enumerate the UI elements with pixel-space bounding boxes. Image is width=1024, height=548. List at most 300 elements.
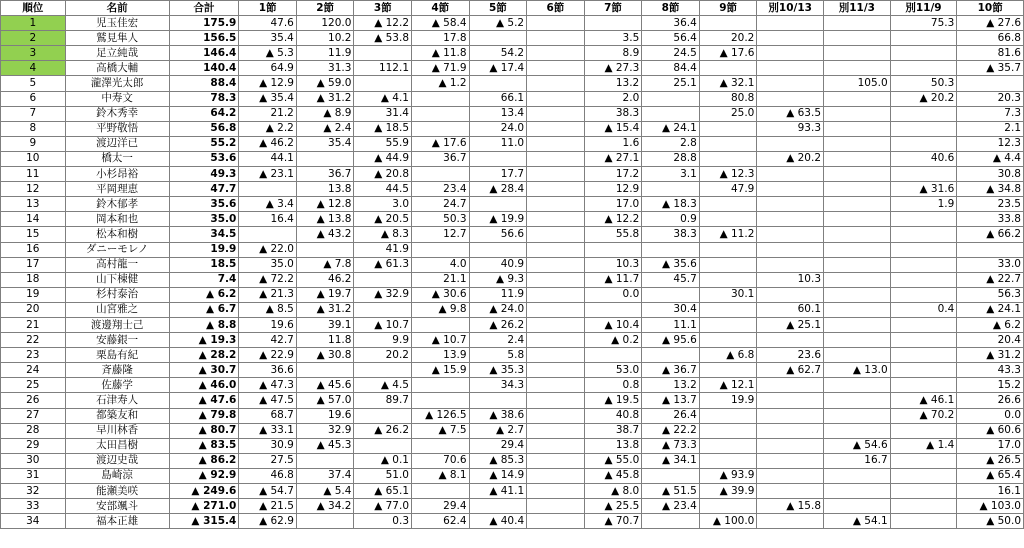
rank-cell: 13 <box>1 197 66 212</box>
round-score-cell: 66.8 <box>957 31 1024 46</box>
round-score-cell <box>824 31 891 46</box>
round-score-cell: 16.4 <box>239 212 297 227</box>
rank-cell: 7 <box>1 106 66 121</box>
round-score-cell: ▲ 28.4 <box>469 182 527 197</box>
round-score-cell <box>699 242 757 257</box>
table-row <box>1 484 1024 499</box>
round-score-cell <box>890 484 957 499</box>
round-score-cell: 13.9 <box>412 348 470 363</box>
round-score-cell: ▲ 46.2 <box>239 136 297 151</box>
table-row <box>1 121 1024 136</box>
round-score-cell: 13.2 <box>642 378 700 393</box>
round-score-cell: 3.1 <box>642 167 700 182</box>
round-score-cell <box>527 106 585 121</box>
round-score-cell <box>824 333 891 348</box>
round-score-cell: ▲ 15.9 <box>412 363 470 378</box>
player-name-cell: 栗島有紀 <box>65 348 169 363</box>
round-score-cell: 75.3 <box>890 16 957 31</box>
total-score-cell: 56.8 <box>169 121 239 136</box>
round-score-cell: 35.4 <box>296 136 354 151</box>
total-score-cell: 64.2 <box>169 106 239 121</box>
round-score-cell: 38.7 <box>584 423 642 438</box>
round-score-cell: 29.4 <box>469 438 527 453</box>
round-score-cell: 33.8 <box>957 212 1024 227</box>
round-score-cell: 0.9 <box>642 212 700 227</box>
player-name-cell: 斉藤隆 <box>65 363 169 378</box>
round-score-cell: 0.4 <box>890 302 957 317</box>
round-score-cell: 28.8 <box>642 151 700 166</box>
round-score-cell <box>957 242 1024 257</box>
round-score-cell: 40.8 <box>584 408 642 423</box>
round-score-cell <box>824 197 891 212</box>
round-score-cell: 12.9 <box>584 182 642 197</box>
table-row <box>1 16 1024 31</box>
table-row <box>1 257 1024 272</box>
table-row <box>1 136 1024 151</box>
round-score-cell <box>527 151 585 166</box>
rank-cell: 4 <box>1 61 66 76</box>
round-score-cell <box>757 197 824 212</box>
round-score-cell: ▲ 21.5 <box>239 499 297 514</box>
round-score-cell <box>239 227 297 242</box>
round-score-cell: 1.6 <box>584 136 642 151</box>
table-row <box>1 348 1024 363</box>
table-row <box>1 242 1024 257</box>
round-score-cell <box>890 287 957 302</box>
round-score-cell <box>699 453 757 468</box>
round-score-cell: 17.0 <box>957 438 1024 453</box>
round-score-cell: ▲ 4.5 <box>354 378 412 393</box>
round-score-cell: 26.4 <box>642 408 700 423</box>
player-name-cell: 安部颯斗 <box>65 499 169 514</box>
round-score-cell: 62.4 <box>412 514 470 529</box>
round-score-cell: 11.0 <box>469 136 527 151</box>
round-score-cell: ▲ 70.2 <box>890 408 957 423</box>
total-score-cell: ▲ 80.7 <box>169 423 239 438</box>
round-score-cell <box>890 468 957 483</box>
table-row <box>1 106 1024 121</box>
round-score-cell: ▲ 17.6 <box>412 136 470 151</box>
table-row <box>1 91 1024 106</box>
round-score-cell: 11.9 <box>469 287 527 302</box>
round-score-cell <box>584 16 642 31</box>
round-score-cell <box>527 242 585 257</box>
round-score-cell <box>824 212 891 227</box>
round-score-cell: ▲ 12.1 <box>699 378 757 393</box>
player-name-cell: 瀧澤光太郎 <box>65 76 169 91</box>
table-row <box>1 363 1024 378</box>
round-score-cell <box>642 182 700 197</box>
round-score-cell: 12.7 <box>412 227 470 242</box>
rank-cell: 26 <box>1 393 66 408</box>
round-score-cell <box>757 484 824 499</box>
round-score-cell: ▲ 4.4 <box>957 151 1024 166</box>
round-score-cell <box>824 317 891 332</box>
round-score-cell <box>527 227 585 242</box>
round-score-cell <box>824 151 891 166</box>
round-score-cell <box>699 408 757 423</box>
round-score-cell: 39.1 <box>296 317 354 332</box>
round-score-cell <box>239 182 297 197</box>
round-score-cell <box>469 76 527 91</box>
round-score-cell <box>527 46 585 61</box>
table-row <box>1 333 1024 348</box>
round-score-cell <box>699 197 757 212</box>
player-name-cell: 鷲見隼人 <box>65 31 169 46</box>
round-score-cell: 16.1 <box>957 484 1024 499</box>
round-score-cell: 55.8 <box>584 227 642 242</box>
column-header: 合計 <box>169 1 239 16</box>
round-score-cell: ▲ 33.1 <box>239 423 297 438</box>
round-score-cell: 44.5 <box>354 182 412 197</box>
rank-cell: 30 <box>1 453 66 468</box>
column-header: 4節 <box>412 1 470 16</box>
total-score-cell: ▲ 46.0 <box>169 378 239 393</box>
round-score-cell: 81.6 <box>957 46 1024 61</box>
player-name-cell: 島崎涼 <box>65 468 169 483</box>
round-score-cell: ▲ 30.8 <box>296 348 354 363</box>
round-score-cell: 31.4 <box>354 106 412 121</box>
round-score-cell: 46.2 <box>296 272 354 287</box>
round-score-cell: 8.9 <box>584 46 642 61</box>
total-score-cell: 78.3 <box>169 91 239 106</box>
round-score-cell: 30.1 <box>699 287 757 302</box>
round-score-cell: 24.5 <box>642 46 700 61</box>
rank-cell: 17 <box>1 257 66 272</box>
total-score-cell: 47.7 <box>169 182 239 197</box>
player-name-cell: 山宮雅之 <box>65 302 169 317</box>
rank-cell: 18 <box>1 272 66 287</box>
round-score-cell: 31.3 <box>296 61 354 76</box>
round-score-cell: 37.4 <box>296 468 354 483</box>
round-score-cell <box>699 438 757 453</box>
round-score-cell: ▲ 73.3 <box>642 438 700 453</box>
round-score-cell: ▲ 31.6 <box>890 182 957 197</box>
round-score-cell: ▲ 1.2 <box>412 76 470 91</box>
round-score-cell: ▲ 95.6 <box>642 333 700 348</box>
round-score-cell <box>699 363 757 378</box>
round-score-cell: 68.7 <box>239 408 297 423</box>
table-row <box>1 76 1024 91</box>
total-score-cell: 53.6 <box>169 151 239 166</box>
rank-cell: 31 <box>1 468 66 483</box>
round-score-cell <box>890 121 957 136</box>
rank-cell: 10 <box>1 151 66 166</box>
table-row <box>1 423 1024 438</box>
column-header: 順位 <box>1 1 66 16</box>
round-score-cell <box>527 453 585 468</box>
round-score-cell: 40.6 <box>890 151 957 166</box>
round-score-cell: ▲ 13.0 <box>824 363 891 378</box>
round-score-cell <box>757 393 824 408</box>
total-score-cell: 35.0 <box>169 212 239 227</box>
player-name-cell: 高橋大輔 <box>65 61 169 76</box>
round-score-cell <box>296 453 354 468</box>
round-score-cell: 35.0 <box>239 257 297 272</box>
table-row <box>1 468 1024 483</box>
round-score-cell: 23.6 <box>757 348 824 363</box>
round-score-cell <box>824 91 891 106</box>
column-header: 5節 <box>469 1 527 16</box>
round-score-cell: 24.0 <box>469 121 527 136</box>
round-score-cell <box>824 16 891 31</box>
round-score-cell: ▲ 54.7 <box>239 484 297 499</box>
round-score-cell: ▲ 70.7 <box>584 514 642 529</box>
round-score-cell <box>757 514 824 529</box>
player-name-cell: 高村龍一 <box>65 257 169 272</box>
round-score-cell: ▲ 31.2 <box>296 302 354 317</box>
round-score-cell: ▲ 25.5 <box>584 499 642 514</box>
round-score-cell <box>890 167 957 182</box>
round-score-cell: ▲ 20.2 <box>890 91 957 106</box>
round-score-cell <box>642 514 700 529</box>
round-score-cell: 25.0 <box>699 106 757 121</box>
round-score-cell: 1.9 <box>890 197 957 212</box>
round-score-cell: 54.2 <box>469 46 527 61</box>
total-score-cell: 34.5 <box>169 227 239 242</box>
round-score-cell <box>824 302 891 317</box>
round-score-cell <box>890 242 957 257</box>
round-score-cell: ▲ 51.5 <box>642 484 700 499</box>
column-header: 6節 <box>527 1 585 16</box>
round-score-cell: ▲ 26.2 <box>469 317 527 332</box>
table-row <box>1 46 1024 61</box>
round-score-cell: 20.4 <box>957 333 1024 348</box>
round-score-cell <box>642 348 700 363</box>
total-score-cell: 156.5 <box>169 31 239 46</box>
round-score-cell <box>527 333 585 348</box>
round-score-cell: ▲ 2.2 <box>239 121 297 136</box>
round-score-cell: 38.3 <box>642 227 700 242</box>
round-score-cell <box>890 257 957 272</box>
round-score-cell <box>824 484 891 499</box>
round-score-cell <box>824 136 891 151</box>
round-score-cell <box>757 31 824 46</box>
round-score-cell: 15.2 <box>957 378 1024 393</box>
round-score-cell <box>642 287 700 302</box>
round-score-cell <box>757 468 824 483</box>
round-score-cell <box>699 16 757 31</box>
round-score-cell <box>824 46 891 61</box>
round-score-cell: ▲ 31.2 <box>296 91 354 106</box>
round-score-cell <box>890 499 957 514</box>
round-score-cell: ▲ 22.7 <box>957 272 1024 287</box>
round-score-cell: 34.3 <box>469 378 527 393</box>
round-score-cell <box>354 46 412 61</box>
round-score-cell: 21.1 <box>412 272 470 287</box>
round-score-cell: ▲ 50.0 <box>957 514 1024 529</box>
round-score-cell: 0.8 <box>584 378 642 393</box>
round-score-cell <box>824 61 891 76</box>
round-score-cell <box>890 31 957 46</box>
round-score-cell <box>699 317 757 332</box>
round-score-cell <box>699 151 757 166</box>
total-score-cell: ▲ 271.0 <box>169 499 239 514</box>
round-score-cell: 66.1 <box>469 91 527 106</box>
round-score-cell: ▲ 10.7 <box>354 317 412 332</box>
player-name-cell: 児玉佳宏 <box>65 16 169 31</box>
rank-cell: 20 <box>1 302 66 317</box>
round-score-cell <box>469 151 527 166</box>
round-score-cell: 11.9 <box>296 46 354 61</box>
rank-cell: 34 <box>1 514 66 529</box>
round-score-cell: ▲ 0.2 <box>584 333 642 348</box>
round-score-cell <box>699 333 757 348</box>
round-score-cell: ▲ 34.1 <box>642 453 700 468</box>
round-score-cell <box>296 363 354 378</box>
round-score-cell: ▲ 15.8 <box>757 499 824 514</box>
round-score-cell <box>412 121 470 136</box>
round-score-cell <box>527 167 585 182</box>
total-score-cell: 35.6 <box>169 197 239 212</box>
rank-cell: 6 <box>1 91 66 106</box>
round-score-cell: 3.0 <box>354 197 412 212</box>
round-score-cell: ▲ 47.3 <box>239 378 297 393</box>
round-score-cell <box>527 257 585 272</box>
round-score-cell: 3.5 <box>584 31 642 46</box>
round-score-cell: ▲ 8.5 <box>239 302 297 317</box>
column-header: 8節 <box>642 1 700 16</box>
round-score-cell <box>699 212 757 227</box>
round-score-cell <box>890 272 957 287</box>
rank-cell: 14 <box>1 212 66 227</box>
round-score-cell: 26.6 <box>957 393 1024 408</box>
round-score-cell <box>527 197 585 212</box>
column-header: 別11/3 <box>824 1 891 16</box>
round-score-cell <box>757 16 824 31</box>
round-score-cell: ▲ 19.7 <box>296 287 354 302</box>
column-header: 3節 <box>354 1 412 16</box>
table-row <box>1 31 1024 46</box>
round-score-cell: ▲ 5.2 <box>469 16 527 31</box>
round-score-cell: 11.1 <box>642 317 700 332</box>
round-score-cell: 2.0 <box>584 91 642 106</box>
round-score-cell: 51.0 <box>354 468 412 483</box>
round-score-cell <box>890 423 957 438</box>
round-score-cell <box>527 408 585 423</box>
round-score-cell <box>527 287 585 302</box>
player-name-cell: 中寿文 <box>65 91 169 106</box>
round-score-cell <box>642 468 700 483</box>
round-score-cell <box>824 242 891 257</box>
rank-cell: 25 <box>1 378 66 393</box>
round-score-cell: ▲ 12.8 <box>296 197 354 212</box>
round-score-cell <box>757 136 824 151</box>
round-score-cell <box>757 378 824 393</box>
total-score-cell: ▲ 79.8 <box>169 408 239 423</box>
round-score-cell: 10.3 <box>757 272 824 287</box>
round-score-cell: 17.0 <box>584 197 642 212</box>
round-score-cell: 24.7 <box>412 197 470 212</box>
round-score-cell: ▲ 9.8 <box>412 302 470 317</box>
rank-cell: 16 <box>1 242 66 257</box>
player-name-cell: 平野敬悟 <box>65 121 169 136</box>
round-score-cell: 21.2 <box>239 106 297 121</box>
round-score-cell: ▲ 13.8 <box>296 212 354 227</box>
round-score-cell <box>354 302 412 317</box>
round-score-cell: ▲ 65.1 <box>354 484 412 499</box>
rank-cell: 11 <box>1 167 66 182</box>
round-score-cell: ▲ 13.7 <box>642 393 700 408</box>
round-score-cell: 19.6 <box>296 408 354 423</box>
round-score-cell: 55.9 <box>354 136 412 151</box>
round-score-cell <box>354 76 412 91</box>
table-row <box>1 212 1024 227</box>
round-score-cell: 89.7 <box>354 393 412 408</box>
round-score-cell: ▲ 12.9 <box>239 76 297 91</box>
round-score-cell: ▲ 66.2 <box>957 227 1024 242</box>
total-score-cell: ▲ 6.7 <box>169 302 239 317</box>
rank-cell: 8 <box>1 121 66 136</box>
round-score-cell: ▲ 41.1 <box>469 484 527 499</box>
round-score-cell <box>757 423 824 438</box>
round-score-cell <box>412 484 470 499</box>
round-score-cell: 10.3 <box>584 257 642 272</box>
round-score-cell: 45.7 <box>642 272 700 287</box>
round-score-cell: 11.8 <box>296 333 354 348</box>
total-score-cell: ▲ 47.6 <box>169 393 239 408</box>
round-score-cell: ▲ 35.7 <box>957 61 1024 76</box>
round-score-cell: 23.4 <box>412 182 470 197</box>
round-score-cell: ▲ 60.6 <box>957 423 1024 438</box>
round-score-cell <box>824 257 891 272</box>
round-score-cell <box>296 151 354 166</box>
rank-cell: 24 <box>1 363 66 378</box>
round-score-cell: ▲ 54.1 <box>824 514 891 529</box>
round-score-cell: ▲ 15.4 <box>584 121 642 136</box>
round-score-cell: ▲ 43.2 <box>296 227 354 242</box>
round-score-cell <box>412 91 470 106</box>
round-score-cell: ▲ 1.4 <box>890 438 957 453</box>
round-score-cell: ▲ 36.7 <box>642 363 700 378</box>
rank-cell: 28 <box>1 423 66 438</box>
round-score-cell: 2.8 <box>642 136 700 151</box>
round-score-cell: ▲ 14.9 <box>469 468 527 483</box>
round-score-cell <box>890 106 957 121</box>
player-name-cell: 都築友和 <box>65 408 169 423</box>
total-score-cell: ▲ 30.7 <box>169 363 239 378</box>
round-score-cell <box>890 317 957 332</box>
round-score-cell <box>354 363 412 378</box>
round-score-cell: 16.7 <box>824 453 891 468</box>
round-score-cell <box>824 287 891 302</box>
round-score-cell: ▲ 4.1 <box>354 91 412 106</box>
round-score-cell <box>527 212 585 227</box>
round-score-cell: ▲ 46.1 <box>890 393 957 408</box>
player-name-cell: 能瀬美咲 <box>65 484 169 499</box>
round-score-cell: ▲ 72.2 <box>239 272 297 287</box>
round-score-cell: 0.0 <box>957 408 1024 423</box>
column-header: 1節 <box>239 1 297 16</box>
round-score-cell: ▲ 5.3 <box>239 46 297 61</box>
round-score-cell: 17.2 <box>584 167 642 182</box>
round-score-cell: ▲ 10.4 <box>584 317 642 332</box>
round-score-cell: ▲ 18.3 <box>642 197 700 212</box>
round-score-cell <box>824 348 891 363</box>
table-row <box>1 287 1024 302</box>
table-row <box>1 302 1024 317</box>
round-score-cell: ▲ 53.8 <box>354 31 412 46</box>
table-row <box>1 378 1024 393</box>
round-score-cell <box>890 136 957 151</box>
round-score-cell: 56.3 <box>957 287 1024 302</box>
round-score-cell <box>469 242 527 257</box>
round-score-cell <box>699 61 757 76</box>
round-score-cell: ▲ 32.9 <box>354 287 412 302</box>
round-score-cell: ▲ 19.9 <box>469 212 527 227</box>
player-name-cell: 太田昌樹 <box>65 438 169 453</box>
round-score-cell <box>699 272 757 287</box>
